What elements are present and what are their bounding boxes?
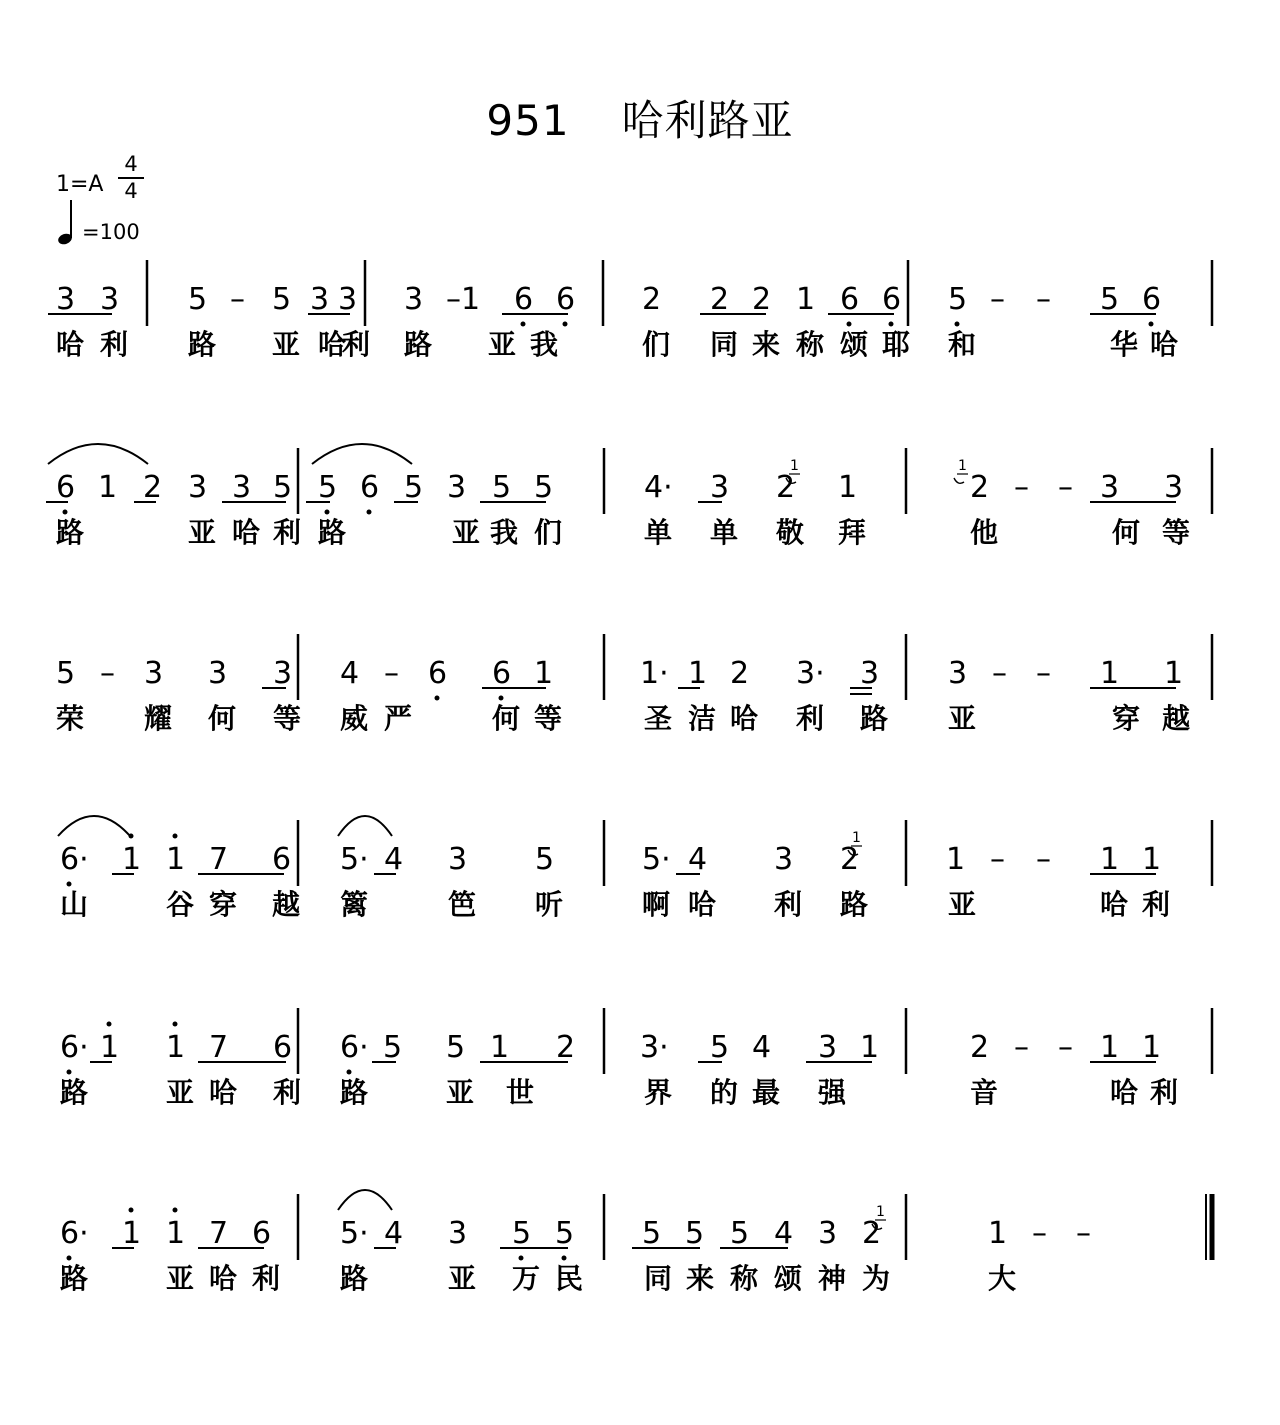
lyric-syllable: 界 bbox=[644, 1076, 673, 1109]
note: – bbox=[100, 656, 115, 691]
note: 1 bbox=[838, 470, 858, 505]
lyric-syllable: 亚 bbox=[488, 328, 517, 361]
note: 6 bbox=[1142, 282, 1162, 317]
lyric-syllable: 路 bbox=[340, 1262, 369, 1295]
lyric-syllable: 穿 bbox=[209, 888, 238, 921]
note: 2 bbox=[642, 282, 662, 317]
note: 6 bbox=[556, 282, 576, 317]
note: 4 bbox=[752, 1030, 772, 1065]
lyric-syllable: 亚 bbox=[948, 888, 977, 921]
note: 6 bbox=[252, 1216, 272, 1251]
lyric-syllable: 威 bbox=[340, 702, 369, 735]
high-octave-dot bbox=[107, 1022, 112, 1027]
lyric-syllable: 越 bbox=[272, 888, 301, 921]
lyric-syllable: 谷 bbox=[166, 888, 195, 921]
lyric-syllable: 单 bbox=[644, 516, 673, 549]
lyric-syllable: 路 bbox=[60, 1076, 89, 1109]
grace-note: 1 bbox=[852, 830, 861, 846]
lyric-syllable: 音 bbox=[970, 1076, 999, 1109]
octave-dot bbox=[435, 696, 440, 701]
note: 6 bbox=[428, 656, 448, 691]
note: 1 bbox=[988, 1216, 1008, 1251]
note: 4 bbox=[774, 1216, 794, 1251]
lyric-syllable: 万 bbox=[512, 1262, 541, 1295]
note: 3 bbox=[310, 282, 330, 317]
lyric-syllable: 颂 bbox=[774, 1262, 803, 1295]
note: 5 bbox=[446, 1030, 466, 1065]
note: 5· bbox=[340, 1216, 369, 1251]
note: 1 bbox=[122, 842, 142, 877]
lyric-syllable: 利 bbox=[342, 328, 371, 361]
lyric-syllable: 和 bbox=[948, 328, 977, 361]
lyric-syllable: 亚 bbox=[166, 1262, 195, 1295]
note: 6 bbox=[272, 842, 292, 877]
note: – bbox=[1058, 470, 1073, 505]
note: 5 bbox=[535, 842, 555, 877]
note: 2 bbox=[970, 470, 990, 505]
note: 6· bbox=[340, 1030, 369, 1065]
slur bbox=[338, 1190, 392, 1210]
lyric-syllable: 耀 bbox=[144, 702, 173, 735]
lyric-syllable: 严 bbox=[384, 702, 413, 735]
high-octave-dot bbox=[173, 1022, 178, 1027]
note: 1 bbox=[946, 842, 966, 877]
note: 3 bbox=[56, 282, 76, 317]
note: 5 bbox=[948, 282, 968, 317]
lyric-syllable: 笆 bbox=[448, 888, 477, 921]
high-octave-dot bbox=[173, 1208, 178, 1213]
note: 6· bbox=[60, 1030, 89, 1065]
octave-dot bbox=[521, 322, 526, 327]
note: 6· bbox=[60, 1216, 89, 1251]
lyric-syllable: 们 bbox=[534, 516, 563, 549]
lyric-syllable: 称 bbox=[796, 328, 825, 361]
note: 1 bbox=[1142, 1030, 1162, 1065]
note: 6 bbox=[56, 470, 76, 505]
note: 1 bbox=[122, 1216, 142, 1251]
note: 5 bbox=[685, 1216, 705, 1251]
note: 4 bbox=[340, 656, 360, 691]
lyric-syllable: 神 bbox=[818, 1262, 847, 1295]
lyric-syllable: 亚 bbox=[166, 1076, 195, 1109]
lyric-syllable: 利 bbox=[1150, 1076, 1179, 1109]
lyric-syllable: 荣 bbox=[56, 702, 85, 735]
grace-note: 1 bbox=[876, 1204, 885, 1220]
grace-note-tie bbox=[954, 478, 964, 483]
octave-dot bbox=[347, 1070, 352, 1075]
lyric-syllable: 哈 bbox=[209, 1262, 238, 1295]
lyric-syllable: 来 bbox=[686, 1262, 715, 1295]
lyric-syllable: 亚 bbox=[948, 702, 977, 735]
lyric-syllable: 来 bbox=[752, 328, 781, 361]
note: 1 bbox=[1100, 842, 1120, 877]
note: – bbox=[1014, 1030, 1029, 1065]
lyric-syllable: 何 bbox=[492, 702, 521, 735]
note: – bbox=[990, 282, 1005, 317]
high-octave-dot bbox=[129, 1208, 134, 1213]
lyric-syllable: 哈 bbox=[1150, 328, 1179, 361]
lyric-syllable: 称 bbox=[730, 1262, 759, 1295]
note: 5 bbox=[383, 1030, 403, 1065]
note: 4 bbox=[688, 842, 708, 877]
lyric-syllable: 篱 bbox=[340, 888, 369, 921]
lyric-syllable: 路 bbox=[56, 516, 85, 549]
note: 2 bbox=[556, 1030, 576, 1065]
lyric-syllable: 等 bbox=[534, 702, 563, 735]
note: 2 bbox=[840, 842, 860, 877]
note: 5 bbox=[404, 470, 424, 505]
time-signature-bottom: 4 bbox=[124, 178, 138, 203]
note: 5 bbox=[492, 470, 512, 505]
lyric-syllable: 拜 bbox=[838, 516, 867, 549]
note: 3 bbox=[1164, 470, 1184, 505]
note: 5 bbox=[318, 470, 338, 505]
note: 7 bbox=[209, 1030, 229, 1065]
lyric-syllable: 哈 bbox=[1100, 888, 1129, 921]
note: – bbox=[1036, 656, 1051, 691]
lyric-syllable: 同 bbox=[644, 1262, 673, 1295]
note: 3 bbox=[818, 1216, 838, 1251]
octave-dot bbox=[889, 322, 894, 327]
note: 1 bbox=[166, 842, 186, 877]
lyric-syllable: 路 bbox=[318, 516, 347, 549]
octave-dot bbox=[63, 510, 68, 515]
note: 5· bbox=[642, 842, 671, 877]
lyric-syllable: 华 bbox=[1110, 328, 1139, 361]
lyric-syllable: 何 bbox=[1112, 516, 1141, 549]
lyric-syllable: 哈 bbox=[688, 888, 717, 921]
note: 1 bbox=[98, 470, 118, 505]
note: 3 bbox=[144, 656, 164, 691]
lyric-syllable: 利 bbox=[273, 516, 302, 549]
note: 3 bbox=[232, 470, 252, 505]
note: 3 bbox=[338, 282, 358, 317]
lyric-syllable: 利 bbox=[774, 888, 803, 921]
lyric-syllable: 等 bbox=[273, 702, 302, 735]
note: 5 bbox=[56, 656, 76, 691]
note: 3 bbox=[774, 842, 794, 877]
lyric-syllable: 路 bbox=[860, 702, 889, 735]
note: – bbox=[230, 282, 245, 317]
octave-dot bbox=[67, 1256, 72, 1261]
lyric-syllable: 穿 bbox=[1112, 702, 1141, 735]
octave-dot bbox=[955, 322, 960, 327]
octave-dot bbox=[67, 882, 72, 887]
note: 3 bbox=[208, 656, 228, 691]
lyric-syllable: 同 bbox=[710, 328, 739, 361]
lyric-syllable: 啊 bbox=[642, 888, 671, 921]
note: 6 bbox=[492, 656, 512, 691]
lyric-syllable: 何 bbox=[208, 702, 237, 735]
lyric-syllable: 路 bbox=[60, 1262, 89, 1295]
note: 3· bbox=[640, 1030, 669, 1065]
lyric-syllable: 他 bbox=[970, 516, 999, 549]
note: 6 bbox=[514, 282, 534, 317]
note: 3 bbox=[273, 656, 293, 691]
lyric-syllable: 路 bbox=[404, 328, 433, 361]
octave-dot bbox=[67, 1070, 72, 1075]
note: 3· bbox=[796, 656, 825, 691]
tempo-marking: =100 bbox=[82, 220, 140, 244]
lyric-syllable: 的 bbox=[710, 1076, 739, 1109]
note: – bbox=[1058, 1030, 1073, 1065]
note: 1 bbox=[100, 1030, 120, 1065]
lyric-syllable: 利 bbox=[252, 1262, 281, 1295]
lyric-syllable: 敬 bbox=[776, 516, 805, 549]
note: – bbox=[990, 842, 1005, 877]
lyric-syllable: 颂 bbox=[840, 328, 869, 361]
note: 4 bbox=[384, 1216, 404, 1251]
lyric-syllable: 们 bbox=[642, 328, 671, 361]
note: 5 bbox=[1100, 282, 1120, 317]
note: 2 bbox=[776, 470, 796, 505]
note: 6 bbox=[273, 1030, 293, 1065]
octave-dot bbox=[1149, 322, 1154, 327]
note: 6· bbox=[60, 842, 89, 877]
note: 1 bbox=[1100, 656, 1120, 691]
note: 1 bbox=[688, 656, 708, 691]
note: 5 bbox=[642, 1216, 662, 1251]
lyric-syllable: 亚 bbox=[448, 1262, 477, 1295]
song-name: 哈利路亚 bbox=[621, 96, 794, 145]
high-octave-dot bbox=[173, 834, 178, 839]
note: 3 bbox=[447, 470, 467, 505]
note: 1 bbox=[490, 1030, 510, 1065]
note: 1 bbox=[1142, 842, 1162, 877]
lyric-syllable: 为 bbox=[862, 1262, 891, 1295]
note: 2 bbox=[752, 282, 772, 317]
note: –1 bbox=[446, 282, 481, 317]
note: 3 bbox=[188, 470, 208, 505]
time-signature-top: 4 bbox=[124, 152, 138, 176]
lyric-syllable: 我 bbox=[490, 516, 519, 549]
lyric-syllable: 单 bbox=[710, 516, 739, 549]
note: 5 bbox=[710, 1030, 730, 1065]
note: 3 bbox=[860, 656, 880, 691]
note: 2 bbox=[862, 1216, 882, 1251]
note: 2 bbox=[970, 1030, 990, 1065]
note: – bbox=[1032, 1216, 1047, 1251]
lyric-syllable: 等 bbox=[1162, 516, 1191, 549]
note: 1 bbox=[796, 282, 816, 317]
lyric-syllable: 世 bbox=[506, 1076, 535, 1109]
note: – bbox=[1076, 1216, 1091, 1251]
lyric-syllable: 亚 bbox=[452, 516, 481, 549]
note: – bbox=[1036, 842, 1051, 877]
slur bbox=[58, 816, 130, 836]
lyric-syllable: 利 bbox=[796, 702, 825, 735]
note: 1 bbox=[1164, 656, 1184, 691]
song-number: 951 bbox=[486, 96, 570, 145]
lyric-syllable: 路 bbox=[340, 1076, 369, 1109]
lyric-syllable: 亚 bbox=[188, 516, 217, 549]
lyric-syllable: 路 bbox=[188, 328, 217, 361]
note: 3 bbox=[448, 842, 468, 877]
lyric-syllable: 亚 bbox=[272, 328, 301, 361]
note: 3 bbox=[404, 282, 424, 317]
note: 6 bbox=[360, 470, 380, 505]
lyric-syllable: 圣 bbox=[644, 702, 673, 735]
slur bbox=[48, 444, 148, 464]
note: 1 bbox=[166, 1030, 186, 1065]
lyric-syllable: 哈 bbox=[730, 702, 759, 735]
note: 3 bbox=[948, 656, 968, 691]
lyric-syllable: 路 bbox=[840, 888, 869, 921]
lyric-syllable: 山 bbox=[60, 888, 89, 921]
note: 2 bbox=[730, 656, 750, 691]
note: 5 bbox=[273, 470, 293, 505]
grace-note: 1 bbox=[958, 458, 967, 474]
lyric-syllable: 利 bbox=[1142, 888, 1171, 921]
note: 6 bbox=[882, 282, 902, 317]
grace-note: 1 bbox=[790, 458, 799, 474]
note: 3 bbox=[100, 282, 120, 317]
octave-dot bbox=[499, 696, 504, 701]
note: 5 bbox=[730, 1216, 750, 1251]
lyric-syllable: 越 bbox=[1162, 702, 1191, 735]
note: 2 bbox=[143, 470, 163, 505]
slur bbox=[312, 444, 412, 464]
lyric-syllable: 强 bbox=[818, 1076, 847, 1109]
note: 5· bbox=[340, 842, 369, 877]
octave-dot bbox=[367, 510, 372, 515]
octave-dot bbox=[563, 322, 568, 327]
note: – bbox=[1014, 470, 1029, 505]
lyric-syllable: 利 bbox=[273, 1076, 302, 1109]
slur bbox=[338, 816, 392, 836]
note: 1· bbox=[640, 656, 669, 691]
note: 3 bbox=[710, 470, 730, 505]
note: 5 bbox=[188, 282, 208, 317]
note: 6 bbox=[840, 282, 860, 317]
lyric-syllable: 最 bbox=[752, 1076, 781, 1109]
note: 2 bbox=[710, 282, 730, 317]
note: 4· bbox=[644, 470, 673, 505]
note: 3 bbox=[1100, 470, 1120, 505]
note: 1 bbox=[860, 1030, 880, 1065]
lyric-syllable: 民 bbox=[555, 1262, 584, 1295]
note: 1 bbox=[1100, 1030, 1120, 1065]
octave-dot bbox=[325, 510, 330, 515]
note: 7 bbox=[209, 842, 229, 877]
octave-dot bbox=[519, 1256, 524, 1261]
lyric-syllable: 听 bbox=[535, 888, 564, 921]
note: 7 bbox=[209, 1216, 229, 1251]
note: 5 bbox=[512, 1216, 532, 1251]
note: 1 bbox=[534, 656, 554, 691]
note: 5 bbox=[555, 1216, 575, 1251]
lyric-syllable: 哈 bbox=[1110, 1076, 1139, 1109]
key-signature: 1=A bbox=[56, 172, 104, 197]
lyric-syllable: 哈 bbox=[232, 516, 261, 549]
lyric-syllable: 亚 bbox=[446, 1076, 475, 1109]
note: 5 bbox=[534, 470, 554, 505]
lyric-syllable: 耶 bbox=[882, 328, 911, 361]
octave-dot bbox=[847, 322, 852, 327]
note: 3 bbox=[448, 1216, 468, 1251]
lyric-syllable: 哈 bbox=[318, 328, 347, 361]
note: 1 bbox=[166, 1216, 186, 1251]
note: 3 bbox=[818, 1030, 838, 1065]
lyric-syllable: 利 bbox=[100, 328, 129, 361]
note: – bbox=[992, 656, 1007, 691]
note: 4 bbox=[384, 842, 404, 877]
octave-dot bbox=[562, 1256, 567, 1261]
lyric-syllable: 大 bbox=[988, 1262, 1017, 1295]
lyric-syllable: 哈 bbox=[209, 1076, 238, 1109]
lyric-syllable: 哈 bbox=[56, 328, 85, 361]
lyric-syllable: 洁 bbox=[688, 702, 717, 735]
note: – bbox=[1036, 282, 1051, 317]
note: – bbox=[384, 656, 399, 691]
lyric-syllable: 我 bbox=[530, 328, 559, 361]
note: 5 bbox=[272, 282, 292, 317]
